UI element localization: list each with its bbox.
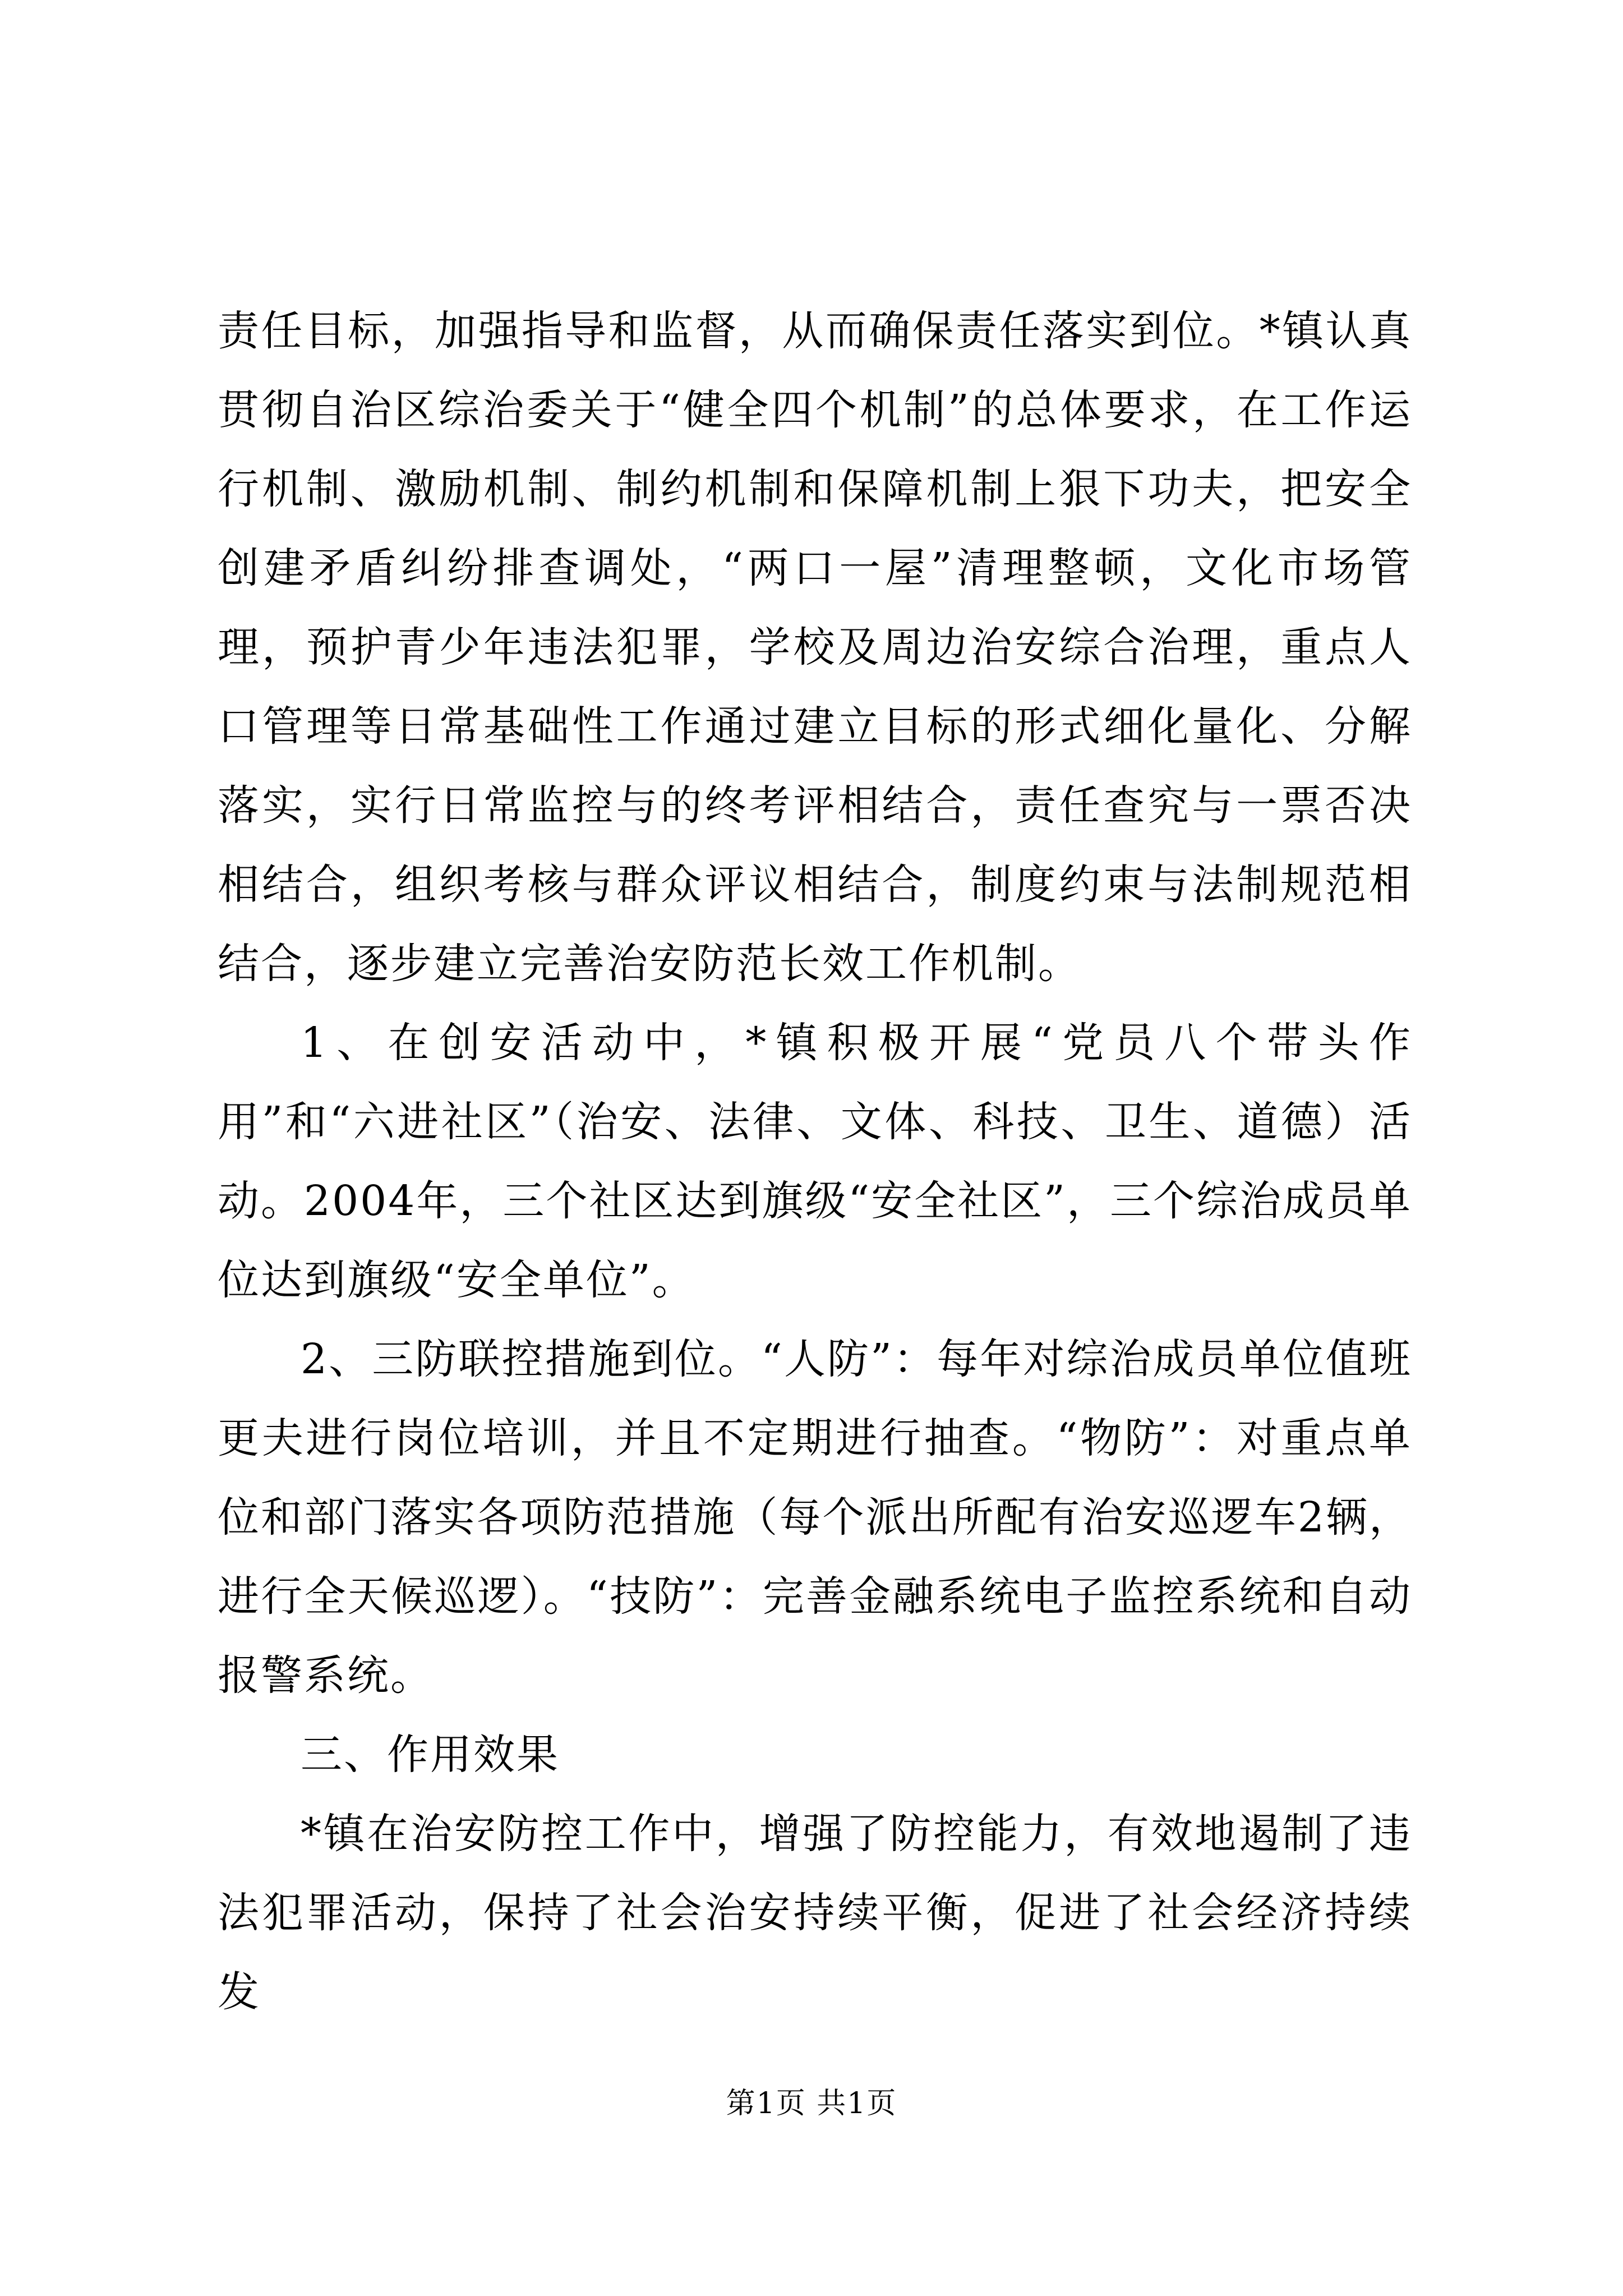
body-paragraph-3: 2、三防联控措施到位。“人防”：每年对综治成员单位值班更夫进行岗位培训，并且不定期进行抽查。“物防”：对重点单位和部门落实各项防范措施（每个派出所配有治安巡逻车2辆，进行全天候巡逻）。“技防”：完善金融系统电子监控系统和自动报警系统。: [218, 1335, 1412, 1700]
body-paragraph-1: 责任目标，加强指导和监督，从而确保责任落实到位。*镇认真贯彻自治区综治委关于“健全四个机制”的总体要求，在工作运行机制、激励机制、制约机制和保障机制上狠下功夫，把安全创建矛盾纠纷排查调处，“两口一屋”清理整顿，文化市场管理，预护青少年违法犯罪，学校及周边治安综合治理，重点人口管理等日常基础性工作通过建立目标的形式细化量化、分解落实，实行日常监控与的终考评相结合，责任查究与一票否决相结合，组织考核与群众评议相结合，制度约束与法制规范相结合，逐步建立完善治安防范长效工作机制。: [218, 307, 1412, 988]
page-footer: 第1页 共1页: [726, 2087, 897, 2120]
document-body: [218, 292, 1412, 2032]
section-heading: 三、作用效果: [301, 1731, 560, 1779]
body-paragraph-2: 1、在创安活动中，*镇积极开展“党员八个带头作用”和“六进社区”（治安、法律、文体、科技、卫生、道德）活动。2004年，三个社区达到旗级“安全社区”，三个综治成员单位达到旗级“安全单位”。: [218, 1019, 1412, 1304]
body-paragraph-4: *镇在治安防控工作中，增强了防控能力，有效地遏制了违法犯罪活动，保持了社会治安持续平衡，促进了社会经济持续发: [218, 1810, 1412, 2016]
